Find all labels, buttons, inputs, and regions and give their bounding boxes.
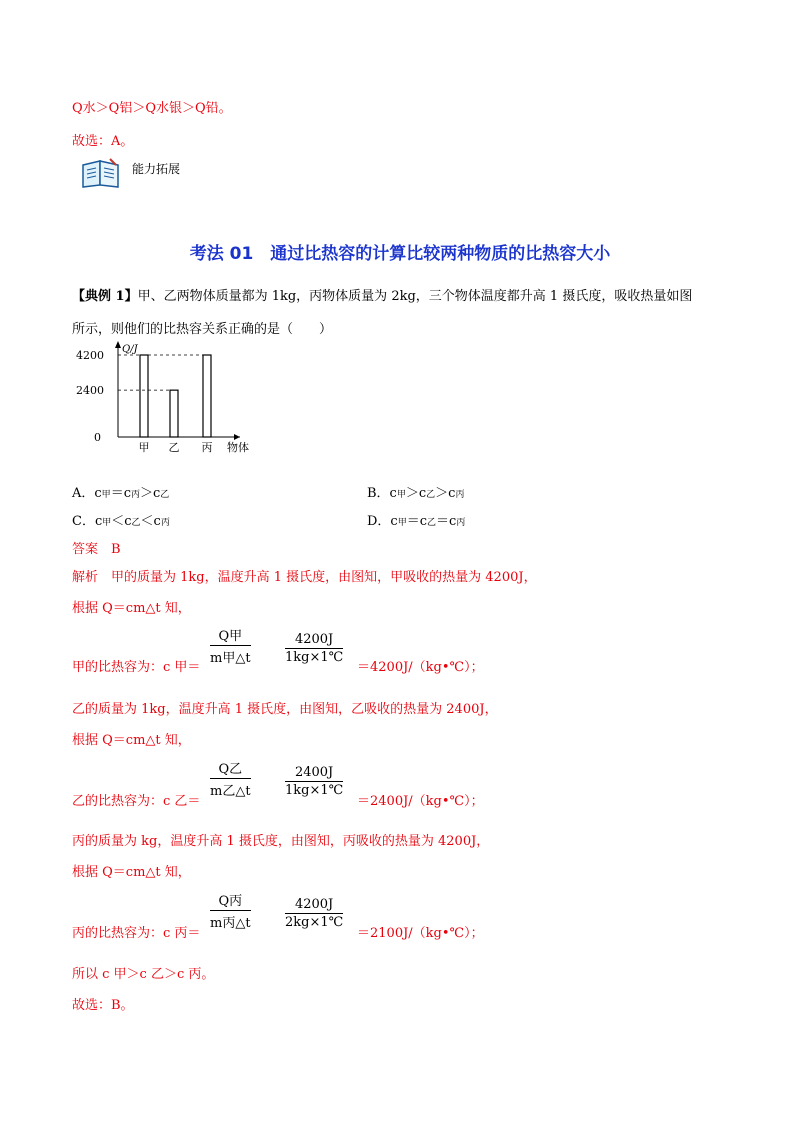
book-icon [80, 157, 122, 189]
solution-line-7: 丙的质量为 kg，温度升高 1 摄氏度，由图知，丙吸收的热量为 4200J， [72, 834, 490, 849]
example-line-2: 所示，则他们的比热容关系正确的是（ ） [72, 322, 333, 337]
solution-line-8: 根据 Q＝cm△t 知， [72, 865, 191, 880]
fraction-bing-symbolic: Q丙 m丙△t [210, 890, 251, 931]
bar [203, 355, 211, 437]
solution-line-3-result: ＝4200J/（kg•℃）； [357, 660, 484, 675]
answer: 答案 B [72, 542, 121, 557]
fraction-yi-values: $\frac{2400J}{1kg\times 1℃}$ [285, 765, 344, 798]
solution-line-4: 乙的质量为 1kg，温度升高 1 摄氏度，由图知，乙吸收的热量为 2400J， [72, 702, 498, 717]
solution-line-1: 解析 甲的质量为 1kg，温度升高 1 摄氏度，由图知，甲吸收的热量为 4200J， [72, 570, 537, 585]
option-c[interactable]: C．c甲＜c乙＜c丙 [72, 514, 170, 529]
bar [170, 390, 178, 437]
x-tick-label: 丙 [201, 441, 213, 454]
x-axis-label: 物体 [227, 441, 249, 454]
option-b[interactable]: B．c甲＞c乙＞c丙 [367, 486, 465, 501]
fraction-yi-symbolic: Q乙 m乙△t [210, 758, 251, 799]
y-tick-label: 4200 [76, 349, 104, 362]
bar [140, 355, 148, 437]
solution-line-9-result: ＝2100J/（kg•℃）； [357, 926, 484, 941]
heat-chart [70, 340, 270, 465]
option-a[interactable]: A．c甲＝c丙＞c乙 [72, 486, 170, 501]
x-axis-arrow [234, 434, 240, 440]
section-heading: 考法 01 通过比热容的计算比较两种物质的比热容大小 [189, 244, 611, 264]
solution-line-10: 所以 c 甲＞c 乙＞c 丙。 [72, 967, 215, 982]
option-d[interactable]: D．c甲＝c乙＝c丙 [367, 514, 466, 529]
solution-line-2: 根据 Q＝cm△t 知， [72, 601, 191, 616]
solution-line-6-result: ＝2400J/（kg•℃）； [357, 794, 484, 809]
y-tick-label: 0 [94, 431, 101, 444]
fraction-jia-values: $\frac{4200J}{1kg\times 1℃}$ [285, 632, 344, 665]
fraction-jia-symbolic: Q甲 m甲△t [210, 625, 251, 666]
solution-line-5: 根据 Q＝cm△t 知， [72, 733, 191, 748]
y-tick-label: 2400 [76, 384, 104, 398]
x-tick-label: 甲 [138, 441, 150, 454]
y-axis-arrow [115, 341, 121, 348]
example-label: 【典例 1】 [72, 289, 138, 304]
solution-line-6: 乙的比热容为：c 乙＝ [72, 794, 201, 809]
intro-line-2: 故选：A。 [72, 134, 134, 149]
solution-line-3: 甲的比热容为：c 甲＝ [72, 660, 201, 675]
intro-line-1: Q水＞Q铝＞Q水银＞Q铅。 [72, 101, 232, 116]
section-tag: 能力拓展 [132, 162, 181, 176]
example-text-1: 甲、乙两物体质量都为 1kg，丙物体质量为 2kg，三个物体温度都升高 1 摄氏度，吸收热量如图 [137, 289, 693, 304]
fraction-bing-values: $\frac{4200J}{2kg\times 1℃}$ [285, 897, 344, 930]
x-tick-label: 乙 [168, 441, 180, 454]
solution-line-11: 故选：B。 [72, 998, 134, 1013]
example-line-1 [72, 285, 692, 304]
solution-line-9: 丙的比热容为：c 丙＝ [72, 926, 201, 941]
y-axis-label: Q/J [122, 344, 138, 355]
